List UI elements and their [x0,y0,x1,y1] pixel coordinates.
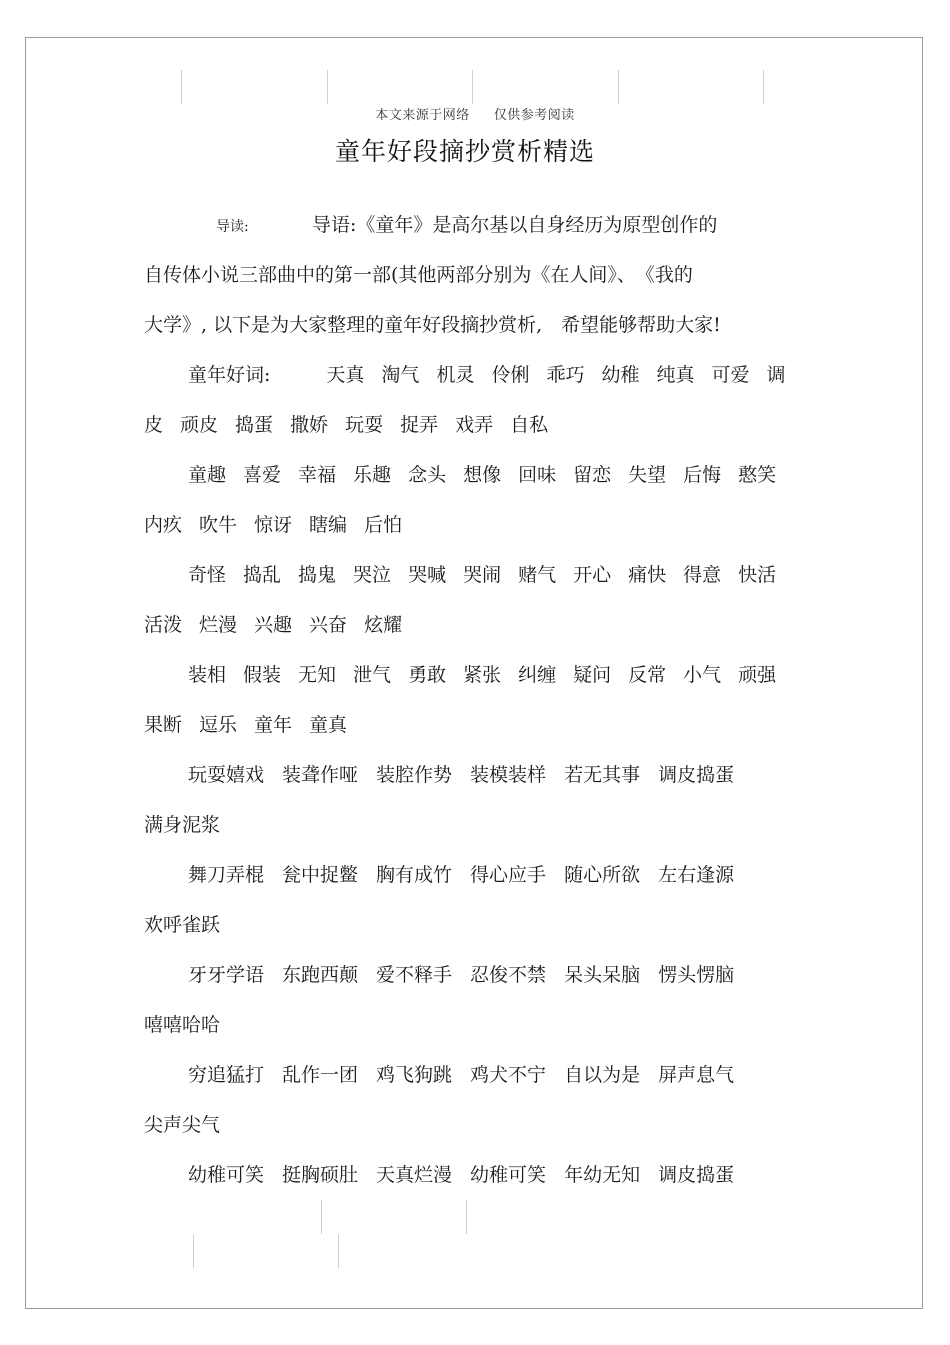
word-item: 得心应手 [470,864,547,886]
bottom-tick-2 [466,1200,467,1234]
word-item: 吹牛 [199,514,238,536]
word-item: 牙牙学语 [188,964,265,986]
intro-line-3 [144,310,721,340]
word-item: 内疚 [144,514,183,536]
word-item: 呆头呆脑 [564,964,641,986]
word-line [144,910,238,940]
word-line [188,860,752,890]
word-item: 装聋作哑 [282,764,359,786]
top-tick-3 [472,70,473,104]
intro-text-1: 导语:《童年》是高尔基以自身经历为原型创作的 [312,214,718,236]
word-item: 烂漫 [199,614,238,636]
word-item: 兴趣 [254,614,293,636]
word-item: 想像 [463,464,502,486]
word-line [188,1160,752,1190]
word-item: 顽皮 [180,414,219,436]
top-tick-2 [327,70,328,104]
word-item: 自以为是 [564,1064,641,1086]
word-item: 留恋 [573,464,612,486]
word-item: 纯真 [656,364,695,386]
word-item: 果断 [144,714,183,736]
word-item: 捉弄 [400,414,439,436]
word-item: 后怕 [364,514,403,536]
word-item: 念头 [408,464,447,486]
word-item: 兴奋 [309,614,348,636]
document-title: 童年好段摘抄赏析精选 [334,137,595,166]
word-item: 失望 [628,464,667,486]
word-item: 戏弄 [455,414,494,436]
word-item: 逗乐 [199,714,238,736]
word-item: 欢呼雀跃 [144,914,221,936]
word-item: 勇敢 [408,664,447,686]
word-item: 尖声尖气 [144,1114,221,1136]
word-line [188,560,776,590]
word-item: 憨笑 [738,464,777,486]
word-item: 瓮中捉鳖 [282,864,359,886]
top-tick-1 [181,70,182,104]
word-item: 痛快 [628,564,667,586]
bottom-tick-3 [193,1234,194,1268]
intro-label: 导读: [216,219,249,235]
source-note [0,104,950,123]
word-item: 乖巧 [546,364,585,386]
word-item: 机灵 [436,364,475,386]
word-line [188,660,776,690]
word-item: 无知 [298,664,337,686]
word-item: 幼稚 [601,364,640,386]
word-item: 幼稚可笑 [188,1164,265,1186]
word-item: 幼稚可笑 [470,1164,547,1186]
word-line [144,510,402,540]
word-item: 若无其事 [564,764,641,786]
word-item: 年幼无知 [564,1164,641,1186]
word-line [144,410,548,440]
word-item: 童真 [309,714,348,736]
word-item: 奇怪 [188,564,227,586]
reference-note-text: 仅供参考阅读 [493,108,575,123]
top-tick-4 [618,70,619,104]
word-item: 满身泥浆 [144,814,221,836]
word-line [144,610,402,640]
word-item: 可爱 [711,364,750,386]
word-item: 挺胸硕肚 [282,1164,359,1186]
word-item: 鸡犬不宁 [470,1064,547,1086]
word-line [188,460,776,490]
word-item: 穷追猛打 [188,1064,265,1086]
word-item: 装模装样 [470,764,547,786]
word-item: 童趣 [188,464,227,486]
word-item: 天真烂漫 [376,1164,453,1186]
word-line [188,360,786,390]
word-item: 捣鬼 [298,564,337,586]
word-item: 鸡飞狗跳 [376,1064,453,1086]
top-tick-5 [763,70,764,104]
word-item: 伶俐 [491,364,530,386]
word-line [144,810,238,840]
bottom-tick-1 [321,1200,322,1234]
word-item: 赌气 [518,564,557,586]
word-item: 嘻嘻哈哈 [144,1014,221,1036]
word-item: 自私 [510,414,549,436]
word-item: 顽强 [738,664,777,686]
word-item: 装腔作势 [376,764,453,786]
word-item: 疑问 [573,664,612,686]
word-item: 哭泣 [353,564,392,586]
word-item: 快活 [738,564,777,586]
word-item: 捣乱 [243,564,282,586]
word-item: 愣头愣脑 [658,964,735,986]
word-item: 舞刀弄棍 [188,864,265,886]
word-item: 左右逢源 [658,864,735,886]
word-item: 乐趣 [353,464,392,486]
word-item: 瞎编 [309,514,348,536]
word-line [144,1110,238,1140]
word-item: 爱不释手 [376,964,453,986]
word-item: 捣蛋 [235,414,274,436]
word-item: 小气 [683,664,722,686]
word-item: 东跑西颠 [282,964,359,986]
intro-text-2: 自传体小说三部曲中的第一部(其他两部分别为《在人间》、 《我的 [144,264,693,286]
word-item: 屏声息气 [658,1064,735,1086]
word-item: 玩耍嬉戏 [188,764,265,786]
word-line [188,1060,752,1090]
word-item: 胸有成竹 [376,864,453,886]
word-item: 忍俊不禁 [470,964,547,986]
word-item: 调皮捣蛋 [658,1164,735,1186]
word-item: 炫耀 [364,614,403,636]
word-item: 哭喊 [408,564,447,586]
word-item: 装相 [188,664,227,686]
word-line [144,1010,238,1040]
word-item: 撒娇 [290,414,329,436]
word-item: 皮 [144,414,164,436]
word-item: 活泼 [144,614,183,636]
word-item: 得意 [683,564,722,586]
word-item: 天真 [326,364,365,386]
word-item: 后悔 [683,464,722,486]
intro-line-1 [216,210,717,240]
word-line [144,710,347,740]
word-item: 童年 [254,714,293,736]
word-item: 泄气 [353,664,392,686]
word-item: 乱作一团 [282,1064,359,1086]
word-item: 随心所欲 [564,864,641,886]
word-line [188,760,752,790]
word-item: 喜爱 [243,464,282,486]
word-item: 玩耍 [345,414,384,436]
word-line [188,960,752,990]
word-item: 调皮捣蛋 [658,764,735,786]
word-item: 幸福 [298,464,337,486]
word-item: 反常 [628,664,667,686]
word-item: 哭闹 [463,564,502,586]
word-item: 假装 [243,664,282,686]
word-item: 开心 [573,564,612,586]
word-item: 惊讶 [254,514,293,536]
word-item: 淘气 [381,364,420,386]
source-note-text: 本文来源于网络 [375,108,470,123]
word-item: 紧张 [463,664,502,686]
intro-line-2 [144,260,693,290]
word-item: 纠缠 [518,664,557,686]
word-item: 调 [766,364,786,386]
word-line-prefix: 童年好词: [188,364,271,386]
bottom-tick-4 [338,1234,339,1268]
intro-text-3: 大学》, 以下是为大家整理的童年好段摘抄赏析, 希望能够帮助大家! [144,314,721,336]
word-item: 回味 [518,464,557,486]
